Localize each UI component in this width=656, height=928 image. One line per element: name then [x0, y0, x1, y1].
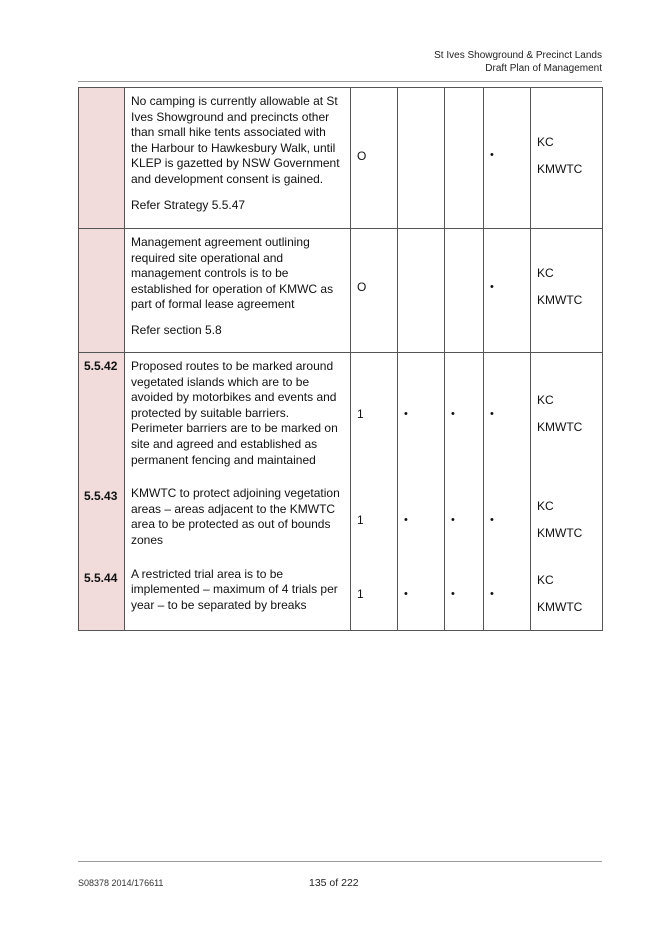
table-row — [79, 88, 603, 229]
timing-cell — [398, 229, 445, 353]
priority-value: 1 — [357, 407, 364, 421]
strategy-text-cell — [125, 229, 351, 353]
timing-cell — [445, 88, 484, 229]
strategy-text: KMWTC to protect adjoining vegetation areas – areas adjacent to the KMWTC area to be protected as out of bounds zones — [131, 486, 340, 547]
strategy-text: A restricted trial area is to be implemented – maximum of 4 trials per year – to be separated by breaks — [131, 566, 338, 612]
responsibility-primary: KC — [537, 393, 554, 407]
strategy-text: No camping is currently allowable at St Ives Showground and precincts other than small hike tents associated with the Harbour to Hawkesbury Walk, until KLEP is gazetted by NSW Government and development consent is gained. — [131, 94, 340, 186]
document-header — [434, 49, 602, 75]
timing-cell — [484, 88, 531, 229]
strategy-text: Management agreement outlining required site operational and management controls is to be established for operation of KMWC as part of formal lease agreement — [131, 235, 334, 312]
priority-value: 1 — [357, 513, 364, 527]
timing-mark: • — [451, 588, 455, 600]
priority-cell — [351, 353, 398, 631]
table-row — [79, 229, 603, 353]
footer-divider — [78, 861, 602, 862]
document-reference: S08378 2014/176611 — [78, 878, 164, 888]
responsibility-cell — [531, 88, 603, 229]
responsibility-primary: KC — [537, 499, 554, 513]
header-title: St Ives Showground & Precinct Lands — [434, 50, 602, 61]
timing-mark: • — [451, 408, 455, 420]
responsibility-secondary: KMWTC — [537, 526, 583, 540]
timing-cell — [484, 353, 531, 631]
timing-mark: • — [451, 514, 455, 526]
responsibility-secondary: KMWTC — [537, 162, 583, 176]
priority-value: 1 — [357, 587, 364, 601]
timing-mark: • — [490, 514, 494, 526]
strategy-number: 5.5.42 — [84, 359, 118, 373]
header-divider — [78, 81, 602, 82]
responsibility-cell — [531, 229, 603, 353]
strategy-text-cell — [125, 88, 351, 229]
responsibility-secondary: KMWTC — [537, 600, 583, 614]
strategy-refer: Refer Strategy 5.5.47 — [131, 197, 246, 212]
responsibility-primary: KC — [537, 266, 554, 280]
priority-value: O — [357, 280, 367, 294]
timing-mark: • — [404, 408, 408, 420]
timing-mark: • — [404, 588, 408, 600]
timing-cell — [484, 229, 531, 353]
strategy-refer: Refer section 5.8 — [131, 322, 222, 337]
timing-mark: • — [490, 149, 494, 161]
header-subtitle: Draft Plan of Management — [485, 63, 602, 74]
priority-cell — [351, 229, 398, 353]
strategy-text-cell — [125, 353, 351, 631]
strategy-text: Proposed routes to be marked around vegetated islands which are to be avoided by motorbikes and events and protected by suitable barriers. Perimeter barriers are to be marked on site and agreed and established as permanent fencing and maintained — [131, 359, 338, 467]
page-number: 135 of 222 — [309, 877, 359, 889]
timing-mark: • — [404, 514, 408, 526]
responsibility-secondary: KMWTC — [537, 420, 583, 434]
responsibility-primary: KC — [537, 573, 554, 587]
strategy-number: 5.5.44 — [84, 571, 118, 585]
timing-cell — [398, 88, 445, 229]
timing-cell — [445, 229, 484, 353]
timing-cell — [445, 353, 484, 631]
responsibility-secondary: KMWTC — [537, 293, 583, 307]
strategy-number: 5.5.43 — [84, 489, 118, 503]
timing-mark: • — [490, 588, 494, 600]
table-row — [79, 353, 603, 631]
timing-mark: • — [490, 281, 494, 293]
priority-cell — [351, 88, 398, 229]
timing-mark: • — [490, 408, 494, 420]
timing-cell — [398, 353, 445, 631]
strategy-number-cell — [79, 229, 125, 353]
strategy-table — [78, 87, 603, 631]
strategy-number-cell — [79, 88, 125, 229]
responsibility-primary: KC — [537, 135, 554, 149]
strategy-number-cell — [79, 353, 125, 631]
responsibility-cell — [531, 353, 603, 631]
priority-value: O — [357, 149, 367, 163]
